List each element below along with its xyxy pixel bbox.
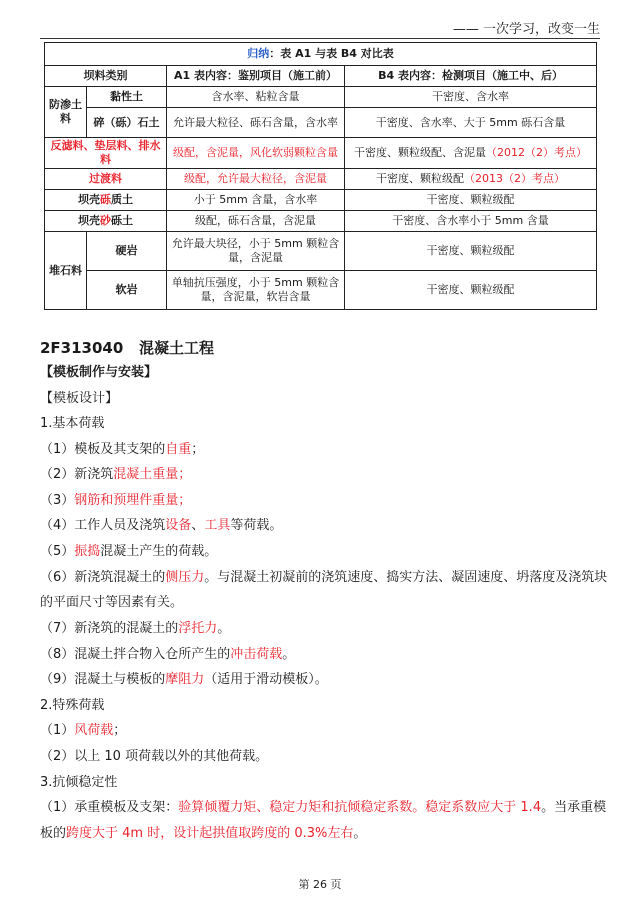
a1-line: 允许最大块径，小于 5mm 颗粒含 <box>171 237 340 250</box>
row-name: 反滤料、垫层料、排水料 <box>45 138 167 169</box>
row-a1: 小于 5mm 含量，含水率 <box>167 190 345 211</box>
section-code: 2F313040 <box>40 339 124 357</box>
list-item: （2）以上 10 项荷载以外的其他荷载。 <box>40 749 269 764</box>
text: （8）混凝土拌合物入仓所产生的 <box>40 647 231 662</box>
text: 。 <box>353 826 367 841</box>
col-header-b4: B4 表内容：检测项目（施工中、后） <box>345 66 597 87</box>
a1-line: 量，含泥量，软岩含量 <box>200 290 311 303</box>
highlight: 混凝土重量； <box>113 467 192 482</box>
heading-design: 【模板设计】 <box>40 391 119 406</box>
row-a1 <box>167 232 345 271</box>
highlight: 工具 <box>204 518 231 533</box>
table-row <box>45 138 597 169</box>
name-part: 砾土 <box>111 214 133 227</box>
text: 、 <box>191 518 205 533</box>
text: （7）新浇筑的混凝土的 <box>40 621 179 636</box>
row-name: 黏性土 <box>87 87 167 108</box>
stability-line-2 <box>40 825 366 843</box>
text: （1）模板及其支架的 <box>40 442 166 457</box>
row-b4: 干密度、含水率、大于 5mm 砾石含量 <box>345 108 597 138</box>
title-rest: ：表 A1 与表 B4 对比表 <box>269 47 394 60</box>
highlight: 自重 <box>165 442 192 457</box>
section-heading <box>40 337 214 358</box>
table-row <box>45 211 597 232</box>
text: （1）承重模板及支架： <box>40 800 179 815</box>
row-a1: 级配，含泥量，风化软弱颗粒含量 <box>167 138 345 169</box>
highlight: 振捣 <box>74 544 101 559</box>
b4-main: 干密度、颗粒级配 <box>376 172 465 185</box>
text: （适用于滑动模板）。 <box>204 672 328 687</box>
list-item <box>40 569 607 587</box>
exam-note: （2012（2）考点） <box>486 146 588 159</box>
list-item <box>40 722 126 740</box>
row-b4: 干密度、颗粒级配 <box>345 271 597 310</box>
highlight: 浮托力 <box>178 621 218 636</box>
table-row <box>45 108 597 138</box>
text: （2）新浇筑 <box>40 467 114 482</box>
section-title: 混凝土工程 <box>138 339 214 357</box>
table-title <box>45 43 597 66</box>
row-name: 碎（砾）石土 <box>87 108 167 138</box>
table-row <box>45 87 597 108</box>
list-item-continuation: 的平面尺寸等因素有关。 <box>40 595 184 610</box>
highlight: 跨度大于 4m 时，设计起拱值取跨度的 0.3%左右 <box>66 826 354 841</box>
group-rockfill: 堆石料 <box>45 232 87 310</box>
text: （9）混凝土与模板的 <box>40 672 166 687</box>
stability-line-1 <box>40 799 606 817</box>
row-name: 过渡料 <box>45 169 167 190</box>
row-a1 <box>167 271 345 310</box>
list-item <box>40 620 230 638</box>
row-b4: 干密度、含水率小于 5mm 含量 <box>345 211 597 232</box>
row-b4 <box>345 138 597 169</box>
text: 。与混凝土初凝前的浇筑速度、捣实方法、凝固速度、坍落度及浇筑块 <box>204 570 608 585</box>
highlight: 侧压力 <box>165 570 205 585</box>
row-a1: 含水率、粘粒含量 <box>167 87 345 108</box>
highlight: 验算倾覆力矩、稳定力矩和抗倾稳定系数。稳定系数应大于 1.4 <box>178 800 542 815</box>
highlight: 设备 <box>165 518 192 533</box>
list-item <box>40 466 191 484</box>
text: ； <box>113 723 127 738</box>
text: （5） <box>40 544 75 559</box>
table-row <box>45 169 597 190</box>
table-row <box>45 190 597 211</box>
highlight: 冲击荷载 <box>230 647 283 662</box>
text: 。当承重模 <box>541 800 607 815</box>
text: （6）新浇筑混凝土的 <box>40 570 166 585</box>
b4-main: 干密度、颗粒级配、含泥量 <box>354 146 487 159</box>
name-part: 坝壳 <box>78 214 100 227</box>
text: （3） <box>40 493 75 508</box>
group-anti-seepage: 防渗土料 <box>45 87 87 138</box>
row-name <box>45 211 167 232</box>
heading-formwork: 【模板制作与安装】 <box>40 365 158 380</box>
title-prefix: 归纳 <box>247 47 270 60</box>
header-slogan: —— 一次学习，改变一生 <box>452 22 600 37</box>
text: 等荷载。 <box>230 518 283 533</box>
row-b4: 干密度、含水率 <box>345 87 597 108</box>
table-row <box>45 271 597 310</box>
row-name: 软岩 <box>87 271 167 310</box>
row-name <box>45 190 167 211</box>
col-header-category: 坝料类别 <box>45 66 167 87</box>
text: 。 <box>217 621 231 636</box>
list-item <box>40 441 204 459</box>
text: （1） <box>40 723 75 738</box>
header-rule <box>40 38 600 39</box>
row-a1: 级配，允许最大粒径，含泥量 <box>167 169 345 190</box>
name-highlight: 砾 <box>100 193 111 206</box>
row-a1: 级配，砾石含量，含泥量 <box>167 211 345 232</box>
name-part: 质土 <box>111 193 133 206</box>
list-item <box>40 543 217 561</box>
table-title-row <box>45 43 597 66</box>
col-header-a1: A1 表内容：鉴别项目（施工前） <box>167 66 345 87</box>
list-item <box>40 671 328 689</box>
list-item <box>40 646 295 664</box>
text: 。 <box>282 647 296 662</box>
row-b4: 干密度、颗粒级配 <box>345 190 597 211</box>
row-b4 <box>345 169 597 190</box>
highlight: 风荷载 <box>74 723 114 738</box>
highlight: 钢筋和预埋件重量； <box>74 493 192 508</box>
table-row <box>45 232 597 271</box>
text: 板的 <box>40 826 67 841</box>
row-a1: 允许最大粒径、砾石含量，含水率 <box>167 108 345 138</box>
heading-special-loads: 2.特殊荷载 <box>40 698 105 713</box>
text: （4）工作人员及浇筑 <box>40 518 166 533</box>
page-number: 第 26 页 <box>298 878 342 891</box>
comparison-table <box>44 42 597 310</box>
heading-basic-loads: 1.基本荷载 <box>40 416 105 431</box>
table-header-row <box>45 66 597 87</box>
a1-line: 量，含泥量 <box>228 251 283 264</box>
heading-stability: 3.抗倾稳定性 <box>40 775 118 790</box>
row-b4: 干密度、颗粒级配 <box>345 232 597 271</box>
highlight: 摩阻力 <box>165 672 205 687</box>
a1-line: 单轴抗压强度，小于 5mm 颗粒含 <box>171 276 340 289</box>
list-item <box>40 492 191 510</box>
exam-note: （2013（2）考点） <box>464 172 566 185</box>
text: 混凝土产生的荷载。 <box>100 544 218 559</box>
name-part: 坝壳 <box>78 193 100 206</box>
list-item <box>40 517 282 535</box>
row-name: 硬岩 <box>87 232 167 271</box>
name-highlight: 砂 <box>100 214 111 227</box>
text: ； <box>191 442 205 457</box>
